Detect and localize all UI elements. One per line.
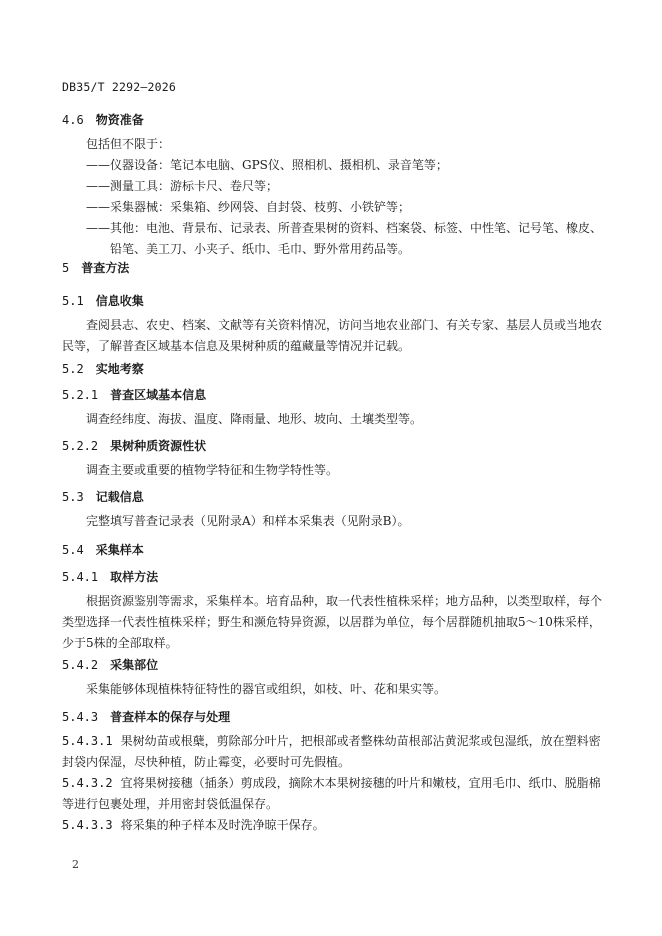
paragraph: 采集能够体现植株特征特性的器官或组织，如枝、叶、花和果实等。 [86,682,447,696]
standard-number: DB35/T 2292—2026 [62,80,176,94]
section-number: 5.4.2 [62,658,99,672]
section-title: 实地考察 [95,362,144,376]
section-title: 普查区域基本信息 [110,388,207,402]
section-number: 5.2 [62,362,84,376]
paragraph-line [62,815,325,836]
list-item: ——其他：电池、背景布、记录表、所普查果树的资料、档案袋、标签、中性笔、记号笔、橡皮、 [86,221,603,235]
paragraph: 调查经纬度、海拔、温度、降雨量、地形、坡向、土壤类型等。 [86,412,423,426]
paragraph: 包括但不限于： [86,137,171,151]
section-heading-5-2 [62,360,144,377]
list-item: ——仪器设备：笔记本电脑、GPS仪、照相机、摄相机、录音笔等； [86,158,448,172]
section-title: 取样方法 [110,570,159,584]
list-item: ——采集器械：采集箱、纱网袋、自封袋、枝剪、小铁铲等； [86,200,411,214]
section-title: 采集样本 [95,543,144,557]
clause-number: 5.4.3.1 [62,734,113,748]
section-title: 采集部位 [110,658,159,672]
section-heading-5-1 [62,292,144,309]
section-title: 果树种质资源性状 [110,439,207,453]
paragraph: 完整填写普查记录表（见附录A）和样本采集表（见附录B）。 [86,514,410,528]
clause-text: 果树幼苗或根蘖，剪除部分叶片，把根部或者整株幼苗根部沾黄泥浆或包湿纸，放在塑料密 [120,734,601,748]
clause-number: 5.4.3.3 [62,818,113,832]
paragraph-line: 类型选择一代表性植株采样；野生和濒危特异资源，以居群为单位，每个居群随机抽取5～10株采样， [62,615,601,629]
paragraph-line: 民等，了解普查区域基本信息及果树种质的蕴藏量等情况并记载。 [62,339,411,353]
section-title: 信息收集 [95,294,144,308]
section-heading-4-6 [62,111,144,128]
section-number: 5.3 [62,490,84,504]
clause-text: 将采集的种子样本及时洗净晾干保存。 [120,818,325,832]
paragraph-line [62,773,601,794]
section-number: 5.4.3 [62,710,99,724]
section-heading-5-2-2 [62,437,206,454]
section-heading-5-4-3 [62,708,230,725]
section-heading-5-4-2 [62,656,158,673]
section-heading-5-4-1 [62,568,158,585]
section-heading-5-2-1 [62,386,206,403]
section-title: 普查样本的保存与处理 [110,710,231,724]
section-number: 5 [62,261,70,275]
paragraph-line: 少于5株的全部取样。 [62,636,178,650]
section-heading-5 [62,259,129,276]
section-number: 5.1 [62,294,84,308]
section-number: 5.2.2 [62,439,99,453]
section-number: 4.6 [62,113,84,127]
section-heading-5-4 [62,541,144,558]
list-item-continuation: 铅笔、美工刀、小夹子、纸巾、毛巾、野外常用药品等。 [110,242,411,256]
section-title: 普查方法 [81,261,130,275]
paragraph-line: 等进行包裹处理，并用密封袋低温保存。 [62,797,279,811]
paragraph: 调查主要或重要的植物学特征和生物学特性等。 [86,463,339,477]
section-number: 5.4.1 [62,570,99,584]
paragraph-line: 查阅县志、农史、档案、文献等有关资料情况，访问当地农业部门、有关专家、基层人员或当地农 [86,318,603,332]
paragraph-line: 根据资源鉴别等需求，采集样本。培育品种，取一代表性植株采样；地方品种，以类型取样，每个 [86,594,603,608]
section-heading-5-3 [62,488,144,505]
paragraph-line: 封袋内保湿，尽快种植，防止霉变，必要时可先假植。 [62,755,351,769]
clause-text: 宜将果树接穗（插条）剪成段，摘除木本果树接穗的叶片和嫩枝，宜用毛巾、纸巾、脱脂棉 [120,776,601,790]
section-title: 记载信息 [95,490,144,504]
clause-number: 5.4.3.2 [62,776,113,790]
paragraph-line [62,731,601,752]
section-number: 5.4 [62,543,84,557]
list-item: ——测量工具：游标卡尺、卷尺等； [86,179,279,193]
page-number: 2 [72,858,79,871]
section-title: 物资准备 [95,113,144,127]
section-number: 5.2.1 [62,388,99,402]
